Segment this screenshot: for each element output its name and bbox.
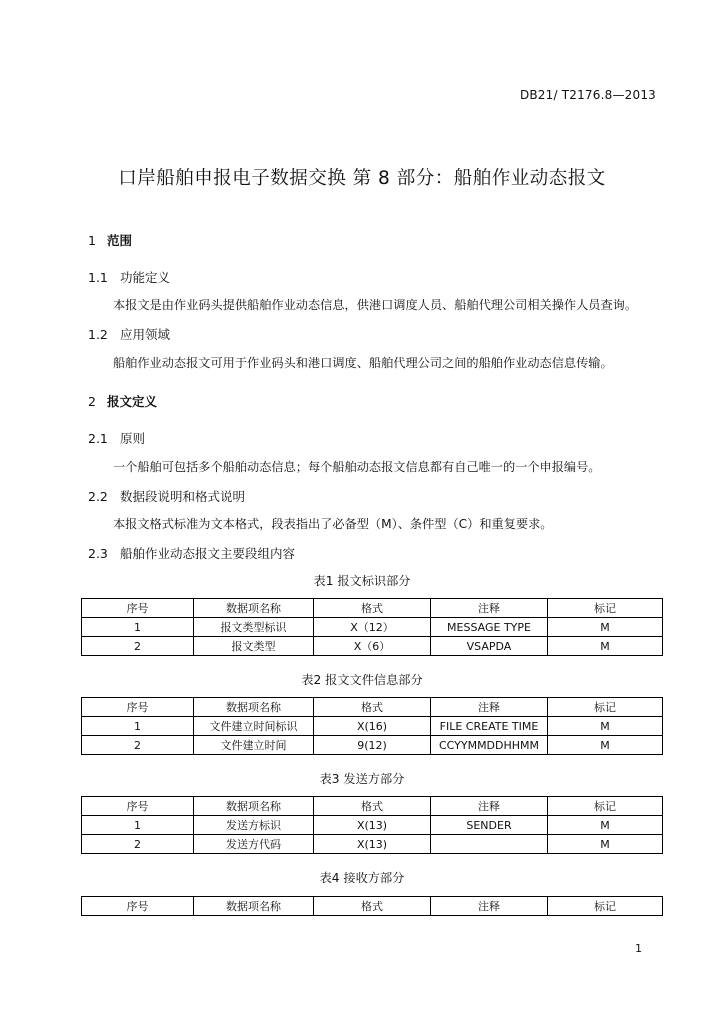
document-code: DB21/ T2176.8—2013	[519, 88, 656, 102]
section-title: 功能定义	[120, 270, 171, 285]
section-heading	[88, 392, 157, 410]
table-cell: M	[548, 717, 663, 736]
header-cell: 序号	[82, 698, 194, 717]
header-cell: 注释	[431, 797, 548, 816]
table-caption: 表1 报文标识部分	[313, 574, 411, 588]
header-cell: 标记	[548, 698, 663, 717]
header-cell: 格式	[314, 599, 431, 618]
table-cell: CCYYMMDDHHMM	[431, 736, 548, 755]
table-cell: 文件建立时间	[194, 736, 314, 755]
table-cell: M	[548, 835, 663, 854]
table-cell: 2	[82, 835, 194, 854]
table-cell: 2	[82, 637, 194, 656]
paragraph: 本报文格式标准为文本格式，段表指出了必备型（M）、条件型（C）和重复要求。	[113, 517, 553, 531]
table-cell: X(16)	[314, 717, 431, 736]
header-cell: 数据项名称	[194, 599, 314, 618]
table-cell: X（12）	[314, 618, 431, 637]
header-cell: 注释	[431, 698, 548, 717]
section-title: 范围	[107, 233, 133, 248]
header-cell: 序号	[82, 897, 194, 916]
table-cell: 发送方标识	[194, 816, 314, 835]
header-cell: 数据项名称	[194, 797, 314, 816]
header-cell: 格式	[314, 897, 431, 916]
section-heading	[88, 231, 132, 249]
section-title: 应用领域	[120, 327, 171, 342]
table-cell: 1	[82, 717, 194, 736]
section-title: 报文定义	[107, 394, 158, 409]
table-header-row	[82, 897, 663, 916]
section-number: 2.1	[88, 431, 108, 446]
table-header-row	[82, 797, 663, 816]
paragraph: 船舶作业动态报文可用于作业码头和港口调度、船舶代理公司之间的船舶作业动态信息传输。	[113, 356, 613, 370]
table-cell: 1	[82, 816, 194, 835]
paragraph: 本报文是由作业码头提供船舶作业动态信息，供港口调度人员、船舶代理公司相关操作人员查询。	[113, 298, 638, 312]
header-cell: 格式	[314, 698, 431, 717]
table-cell: SENDER	[431, 816, 548, 835]
data-table	[81, 697, 663, 755]
table-row	[82, 816, 663, 835]
paragraph: 一个船舶可包括多个船舶动态信息；每个船舶动态报文信息都有自己唯一的一个申报编号。	[113, 460, 601, 474]
header-cell: 注释	[431, 599, 548, 618]
header-cell: 序号	[82, 599, 194, 618]
section-number: 2.2	[88, 489, 108, 504]
table-row	[82, 736, 663, 755]
header-cell: 标记	[548, 599, 663, 618]
table-cell: 9(12)	[314, 736, 431, 755]
header-cell: 标记	[548, 897, 663, 916]
table-cell: FILE CREATE TIME	[431, 717, 548, 736]
data-table	[81, 796, 663, 854]
table-header-row	[82, 698, 663, 717]
section-number: 2	[88, 394, 96, 409]
table-cell: 报文类型标识	[194, 618, 314, 637]
table-cell: 文件建立时间标识	[194, 717, 314, 736]
section-number: 2.3	[88, 546, 108, 561]
table-cell: 报文类型	[194, 637, 314, 656]
header-cell: 注释	[431, 897, 548, 916]
header-cell: 数据项名称	[194, 897, 314, 916]
subsection-heading	[88, 429, 145, 447]
data-table	[81, 598, 663, 656]
section-title: 原则	[120, 431, 146, 446]
table-cell: M	[548, 618, 663, 637]
subsection-heading	[88, 487, 245, 505]
header-cell: 标记	[548, 797, 663, 816]
table-row	[82, 835, 663, 854]
table-caption: 表2 报文文件信息部分	[301, 673, 423, 687]
table-cell: 发送方代码	[194, 835, 314, 854]
table-cell: M	[548, 816, 663, 835]
section-number: 1.2	[88, 327, 108, 342]
table-header-row	[82, 599, 663, 618]
subsection-heading	[88, 544, 295, 562]
section-title: 数据段说明和格式说明	[120, 489, 246, 504]
section-title: 船舶作业动态报文主要段组内容	[120, 546, 296, 561]
header-cell: 序号	[82, 797, 194, 816]
subsection-heading	[88, 325, 170, 343]
header-cell: 数据项名称	[194, 698, 314, 717]
table-cell: X(13)	[314, 816, 431, 835]
table-cell: M	[548, 736, 663, 755]
table-cell: VSAPDA	[431, 637, 548, 656]
table-cell: X（6）	[314, 637, 431, 656]
data-table	[81, 896, 663, 916]
table-row	[82, 637, 663, 656]
header-cell: 格式	[314, 797, 431, 816]
subsection-heading	[88, 268, 170, 286]
section-number: 1	[88, 233, 96, 248]
table-cell: X(13)	[314, 835, 431, 854]
table-row	[82, 618, 663, 637]
document-title: 口岸船舶申报电子数据交换 第 8 部分：船舶作业动态报文	[118, 168, 606, 189]
table-cell: M	[548, 637, 663, 656]
table-caption: 表3 发送方部分	[319, 772, 405, 786]
page-number: 1	[635, 942, 642, 955]
section-number: 1.1	[88, 270, 108, 285]
table-caption: 表4 接收方部分	[319, 871, 405, 885]
table-row	[82, 717, 663, 736]
table-cell: 2	[82, 736, 194, 755]
table-cell: MESSAGE TYPE	[431, 618, 548, 637]
table-cell: 1	[82, 618, 194, 637]
table-cell	[431, 835, 548, 854]
